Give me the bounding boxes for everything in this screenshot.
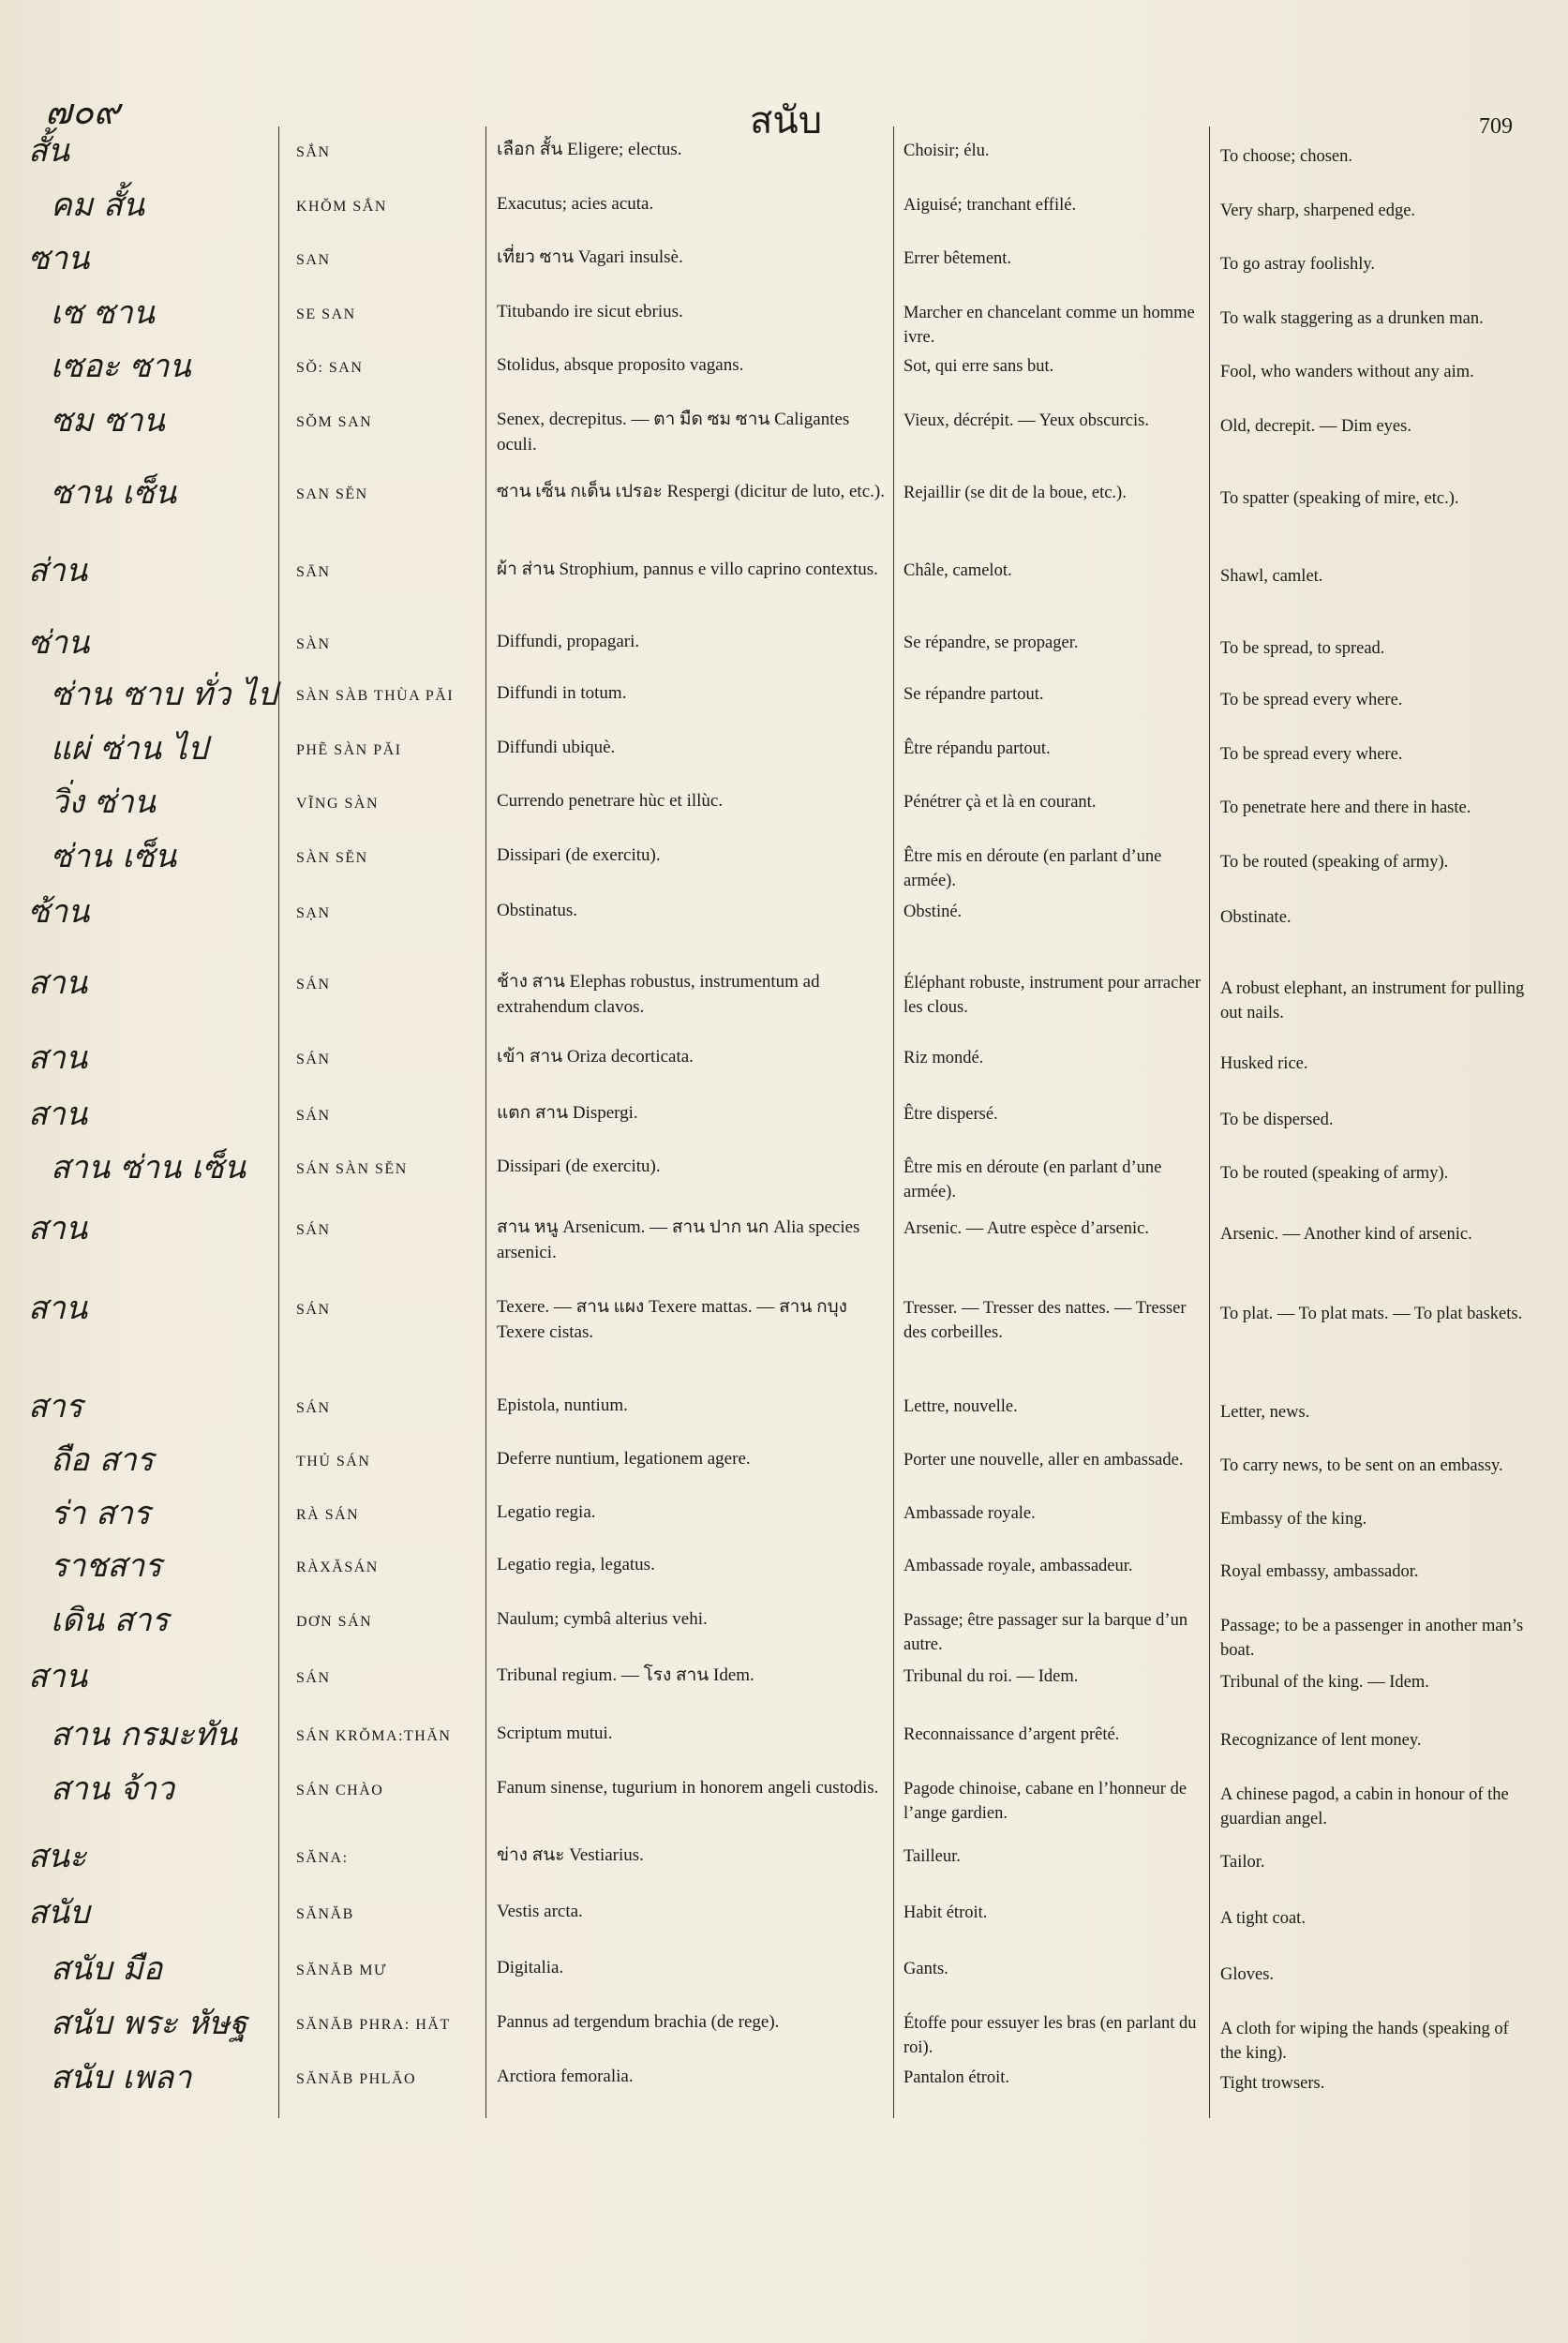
entry-romanization: SÁN — [296, 1302, 331, 1318]
entry-thai-headword: สาน จ้าว — [51, 1770, 174, 1808]
entry-latin-definition: Texere. — สาน แผง Texere mattas. — สาน กบุง Texere cistas. — [497, 1297, 847, 1342]
entry-french-definition: Ambassade royale, ambassadeur. — [903, 1557, 1133, 1575]
entry-french-definition: Châle, camelot. — [903, 561, 1012, 580]
entry-english-definition: To spatter (speaking of mire, etc.). — [1220, 489, 1459, 508]
entry-romanization: SẮN — [296, 144, 331, 160]
entry-thai-headword: สนับ พระ หัษฐ — [51, 2005, 247, 2042]
entry-thai-headword: สาน — [28, 964, 88, 1002]
entry-french-definition: Tribunal du roi. — Idem. — [903, 1667, 1079, 1686]
entry-latin-definition: Scriptum mutui. — [497, 1724, 613, 1743]
thai-page-number: ๗๐๙ — [45, 91, 120, 132]
entry-english-definition: A cloth for wiping the hands (speaking of the king). — [1220, 2020, 1509, 2063]
entry-latin-definition: Vestis arcta. — [497, 1902, 583, 1921]
entry-french-definition: Tailleur. — [903, 1847, 961, 1866]
entry-thai-headword: เซ ซาน — [51, 294, 155, 332]
entry-english-definition: Gloves. — [1220, 1965, 1275, 1984]
entry-english-definition: To carry news, to be sent on an embassy. — [1220, 1456, 1503, 1475]
entry-latin-definition: ช้าง สาน Elephas robustus, instrumentum ad extrahendum clavos. — [497, 972, 820, 1017]
entry-french-definition: Errer bêtement. — [903, 249, 1012, 268]
entry-romanization: SÁN KRŎMA:THĂN — [296, 1728, 452, 1744]
entry-romanization: SÀN SĔN — [296, 850, 368, 866]
entry-english-definition: Very sharp, sharpened edge. — [1220, 201, 1416, 220]
entry-french-definition: Passage; être passager sur la barque d’un autre. — [903, 1611, 1188, 1654]
entry-thai-headword: สาน — [28, 1039, 88, 1077]
entry-french-definition: Choisir; élu. — [903, 142, 990, 160]
entry-french-definition: Être dispersé. — [903, 1105, 998, 1124]
entry-latin-definition: Fanum sinense, tugurium in honorem angeli custodis. — [497, 1778, 879, 1798]
entry-thai-headword: ราชสาร — [51, 1547, 162, 1585]
entry-latin-definition: ผ้า ส่าน Strophium, pannus e villo caprino contextus. — [497, 560, 878, 579]
entry-english-definition: To penetrate here and there in haste. — [1220, 798, 1471, 817]
entry-latin-definition: Diffundi in totum. — [497, 683, 627, 703]
entry-latin-definition: Tribunal regium. — โรง สาน Idem. — [497, 1665, 754, 1685]
entry-romanization: SÁN CHÀO — [296, 1783, 384, 1798]
entry-english-definition: Tight trowsers. — [1220, 2074, 1325, 2093]
entry-romanization: SĂNA: — [296, 1850, 349, 1866]
entry-romanization: SĂNĂB MƯ — [296, 1962, 387, 1978]
entry-french-definition: Vieux, décrépit. — Yeux obscurcis. — [903, 411, 1149, 430]
entry-latin-definition: Senex, decrepitus. — ตา มืด ซม ซาน Caligantes oculi. — [497, 410, 850, 455]
entry-english-definition: Royal embassy, ambassador. — [1220, 1562, 1419, 1581]
entry-thai-headword: ซม ซาน — [51, 402, 165, 440]
entry-romanization: SẠN — [296, 905, 331, 921]
entry-romanization: SE SAN — [296, 306, 356, 322]
entry-thai-headword: สาน กรมะทัน — [51, 1716, 238, 1754]
entry-thai-headword: สาน — [28, 1290, 88, 1327]
entry-latin-definition: เที่ยว ซาน Vagari insulsè. — [497, 247, 683, 267]
entry-english-definition: Tailor. — [1220, 1853, 1265, 1872]
entry-latin-definition: Dissipari (de exercitu). — [497, 845, 661, 865]
entry-french-definition: Être mis en déroute (en parlant d’une armée). — [903, 847, 1162, 890]
entry-english-definition: Recognizance of lent money. — [1220, 1731, 1422, 1750]
entry-english-definition: Husked rice. — [1220, 1054, 1308, 1073]
entry-thai-headword: ถือ สาร — [51, 1441, 154, 1479]
entry-romanization: SÁN — [296, 1670, 331, 1686]
entry-thai-headword: ซ่าน เซ็น — [51, 838, 177, 875]
entry-thai-headword: คม สั้น — [51, 187, 144, 224]
entry-english-definition: Letter, news. — [1220, 1403, 1310, 1422]
entry-english-definition: Obstinate. — [1220, 908, 1292, 927]
entry-romanization: PHẼ SÀN PĂI — [296, 742, 402, 758]
entry-latin-definition: เข้า สาน Oriza decorticata. — [497, 1047, 694, 1067]
entry-thai-headword: ซ้าน — [28, 893, 90, 931]
entry-latin-definition: สาน หนู Arsenicum. — สาน ปาก นก Alia species arsenici. — [497, 1217, 860, 1262]
entry-thai-headword: เดิน สาร — [51, 1602, 169, 1639]
entry-french-definition: Rejaillir (se dit de la boue, etc.). — [903, 484, 1127, 502]
column-rule — [485, 127, 486, 2118]
entry-latin-definition: Epistola, nuntium. — [497, 1395, 628, 1415]
entry-romanization: SŎM SAN — [296, 414, 373, 430]
entry-romanization: SÁN — [296, 1222, 331, 1238]
entry-french-definition: Pénétrer çà et là en courant. — [903, 793, 1097, 812]
entry-french-definition: Arsenic. — Autre espèce d’arsenic. — [903, 1219, 1149, 1238]
entry-romanization: KHŎM SẮN — [296, 199, 387, 215]
entry-english-definition: To be spread every where. — [1220, 691, 1403, 709]
entry-romanization: SÁN — [296, 1108, 331, 1124]
entry-thai-headword: ซ่าน ซาบ ทั่ว ไป — [51, 676, 277, 713]
entry-romanization: SÁN SÀN SĔN — [296, 1161, 408, 1177]
entry-romanization: SĂNĂB — [296, 1906, 354, 1922]
entry-romanization: SĀN — [296, 564, 331, 580]
entry-french-definition: Sot, qui erre sans but. — [903, 357, 1054, 376]
entry-english-definition: Tribunal of the king. — Idem. — [1220, 1673, 1429, 1692]
entry-romanization: SÀN — [296, 636, 331, 652]
entry-french-definition: Riz mondé. — [903, 1049, 984, 1067]
entry-french-definition: Être mis en déroute (en parlant d’une armée). — [903, 1158, 1162, 1201]
entry-romanization: SǑ: SAN — [296, 360, 364, 376]
entry-latin-definition: Stolidus, absque proposito vagans. — [497, 355, 744, 375]
entry-english-definition: Passage; to be a passenger in another man’s boat. — [1220, 1617, 1524, 1660]
entry-thai-headword: สนับ เพลา — [51, 2059, 192, 2097]
entry-romanization: SAN SĔN — [296, 486, 368, 502]
entry-romanization: THỦ SÁN — [296, 1454, 371, 1470]
entry-thai-headword: สาน ซ่าน เซ็น — [51, 1149, 246, 1186]
entry-latin-definition: Currendo penetrare hùc et illùc. — [497, 791, 724, 811]
entry-romanization: VĨNG SÀN — [296, 796, 379, 812]
entry-english-definition: To go astray foolishly. — [1220, 255, 1376, 274]
entry-english-definition: Embassy of the king. — [1220, 1510, 1367, 1529]
entry-french-definition: Aiguisé; tranchant effilé. — [903, 196, 1077, 215]
entry-english-definition: To be spread every where. — [1220, 745, 1403, 764]
entry-english-definition: Arsenic. — Another kind of arsenic. — [1220, 1225, 1472, 1244]
running-head: สนับ — [750, 99, 823, 142]
entry-french-definition: Habit étroit. — [903, 1903, 988, 1922]
entry-english-definition: To plat. — To plat mats. — To plat baskets. — [1220, 1305, 1523, 1323]
entry-french-definition: Étoffe pour essuyer les bras (en parlant du roi). — [903, 2014, 1197, 2057]
entry-english-definition: Old, decrepit. — Dim eyes. — [1220, 417, 1411, 436]
entry-french-definition: Reconnaissance d’argent prêté. — [903, 1725, 1120, 1744]
entry-thai-headword: สาร — [28, 1388, 83, 1425]
entry-latin-definition: แตก สาน Dispergi. — [497, 1103, 638, 1123]
entry-french-definition: Gants. — [903, 1960, 948, 1978]
entry-romanization: SÁN — [296, 977, 331, 992]
entry-french-definition: Lettre, nouvelle. — [903, 1397, 1018, 1416]
entry-latin-definition: Deferre nuntium, legationem agere. — [497, 1449, 751, 1469]
entry-thai-headword: สาน — [28, 1210, 88, 1247]
entry-english-definition: To be spread, to spread. — [1220, 639, 1385, 658]
entry-french-definition: Marcher en chancelant comme un homme ivre. — [903, 304, 1195, 347]
entry-romanization: RÀXĂSÁN — [296, 1560, 379, 1575]
entry-latin-definition: Diffundi ubiquè. — [497, 738, 616, 757]
entry-latin-definition: Digitalia. — [497, 1958, 564, 1977]
entry-french-definition: Porter une nouvelle, aller en ambassade. — [903, 1451, 1184, 1470]
entry-latin-definition: Legatio regia. — [497, 1502, 596, 1522]
entry-thai-headword: สนะ — [28, 1838, 87, 1875]
entry-english-definition: To walk staggering as a drunken man. — [1220, 309, 1484, 328]
entry-french-definition: Pantalon étroit. — [903, 2068, 1010, 2087]
entry-romanization: SAN — [296, 252, 331, 268]
entry-french-definition: Obstiné. — [903, 903, 963, 921]
entry-thai-headword: สนับ — [28, 1894, 90, 1932]
entry-french-definition: Tresser. — Tresser des nattes. — Tresser des corbeilles. — [903, 1299, 1187, 1342]
entry-latin-definition: เลือก สั้น Eligere; electus. — [497, 140, 682, 159]
entry-latin-definition: Pannus ad tergendum brachia (de rege). — [497, 2012, 780, 2032]
entry-thai-headword: ซาน เซ็น — [51, 474, 177, 512]
entry-thai-headword: ซ่าน — [28, 624, 90, 662]
entry-english-definition: To be routed (speaking of army). — [1220, 853, 1449, 872]
entry-thai-headword: สนับ มือ — [51, 1950, 163, 1988]
entry-english-definition: To choose; chosen. — [1220, 147, 1353, 166]
entry-latin-definition: Legatio regia, legatus. — [497, 1555, 655, 1574]
entry-romanization: SÁN — [296, 1052, 331, 1067]
entry-latin-definition: Obstinatus. — [497, 901, 578, 920]
entry-french-definition: Ambassade royale. — [903, 1504, 1036, 1523]
entry-english-definition: A chinese pagod, a cabin in honour of the guardian angel. — [1220, 1785, 1509, 1828]
entry-thai-headword: สาน — [28, 1658, 88, 1695]
entry-french-definition: Se répandre partout. — [903, 685, 1044, 704]
entry-romanization: SÁN — [296, 1400, 331, 1416]
entry-french-definition: Être répandu partout. — [903, 739, 1051, 758]
page-number: 709 — [1479, 114, 1513, 139]
entry-latin-definition: Exacutus; acies acuta. — [497, 194, 654, 214]
entry-thai-headword: ร่า สาร — [51, 1495, 151, 1532]
entry-romanization: DƠN SÁN — [296, 1614, 373, 1630]
entry-english-definition: Shawl, camlet. — [1220, 567, 1323, 586]
column-rule — [1209, 127, 1210, 2118]
entry-english-definition: A tight coat. — [1220, 1909, 1306, 1928]
entry-latin-definition: Titubando ire sicut ebrius. — [497, 302, 683, 321]
entry-english-definition: Fool, who wanders without any aim. — [1220, 363, 1474, 381]
entry-thai-headword: วิ่ง ซ่าน — [51, 783, 156, 821]
entry-english-definition: A robust elephant, an instrument for pulling out nails. — [1220, 979, 1525, 1022]
entry-thai-headword: สั้น — [28, 132, 69, 170]
entry-thai-headword: เซอะ ซาน — [51, 348, 191, 385]
entry-french-definition: Se répandre, se propager. — [903, 634, 1079, 652]
entry-english-definition: To be dispersed. — [1220, 1111, 1334, 1129]
entry-latin-definition: ซาน เซ็น กเด็น เปรอะ Respergi (dicitur de luto, etc.). — [497, 482, 885, 501]
entry-thai-headword: แผ่ ซ่าน ไป — [51, 730, 208, 768]
entry-english-definition: To be routed (speaking of army). — [1220, 1164, 1449, 1183]
entry-latin-definition: Naulum; cymbâ alterius vehi. — [497, 1609, 708, 1629]
entry-latin-definition: ข่าง สนะ Vestiarius. — [497, 1845, 644, 1865]
entry-romanization: SĂNĂB PHRA: HĂT — [296, 2017, 451, 2033]
column-rule — [893, 127, 894, 2118]
entry-romanization: SÀN SÀB THÙA PĂI — [296, 688, 455, 704]
entry-french-definition: Éléphant robuste, instrument pour arracher les clous. — [903, 974, 1201, 1017]
entry-thai-headword: สาน — [28, 1096, 88, 1133]
entry-romanization: SĂNĂB PHLĂO — [296, 2071, 417, 2087]
entry-thai-headword: ส่าน — [28, 552, 88, 589]
entry-romanization: RÀ SÁN — [296, 1507, 360, 1523]
entry-french-definition: Pagode chinoise, cabane en l’honneur de l’ange gardien. — [903, 1780, 1187, 1823]
entry-latin-definition: Dissipari (de exercitu). — [497, 1157, 661, 1176]
entry-latin-definition: Diffundi, propagari. — [497, 632, 640, 651]
entry-latin-definition: Arctiora femoralia. — [497, 2067, 634, 2086]
entry-thai-headword: ซาน — [28, 240, 90, 277]
